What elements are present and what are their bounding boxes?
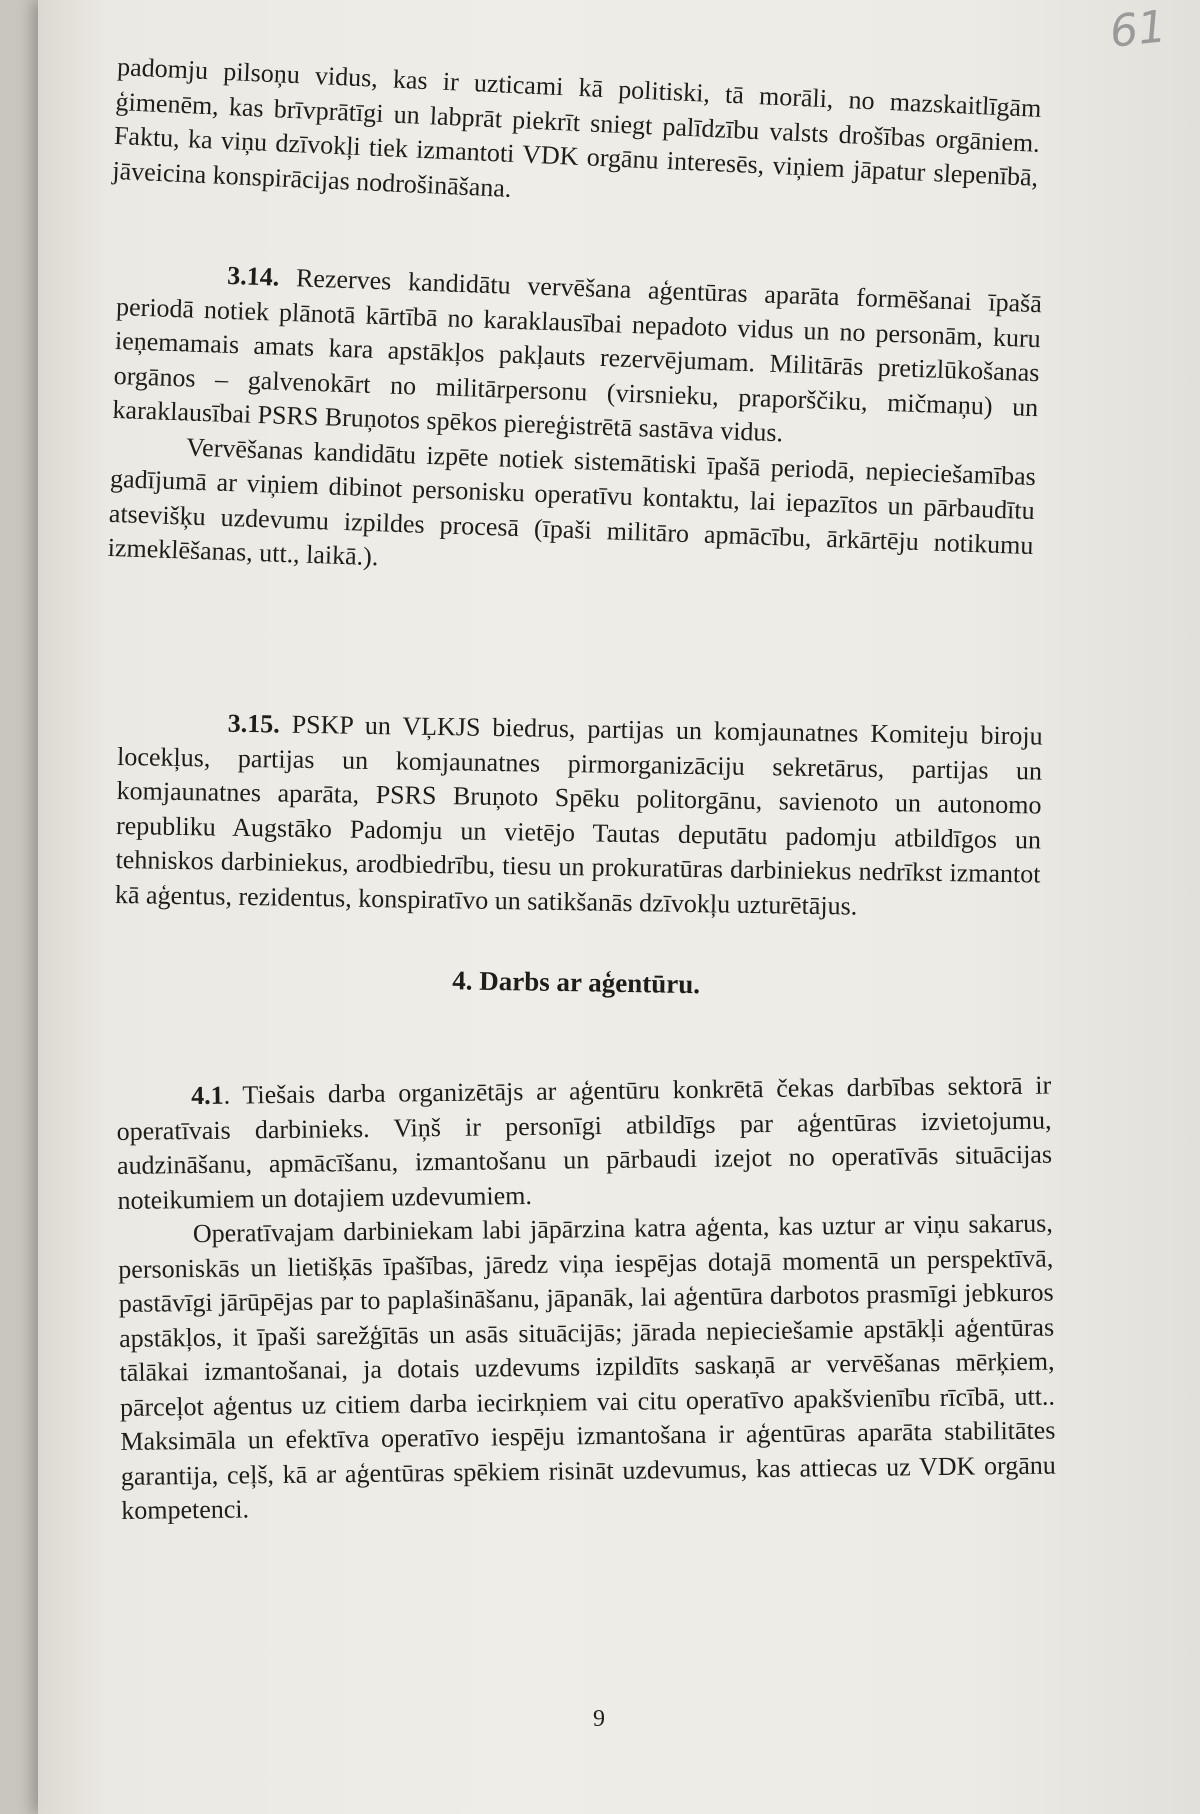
section-3-14-paragraph [112, 255, 1042, 460]
intro-block [112, 50, 1042, 230]
section-4-1-text: . Tiešais darba organizētājs ar aģentūru konkrētā čekas darbības sektorā ir operatīvais darbinieks. Viņš ir personīgi atbildīgs par aģentūras izvietojumu, audzināšanu, apmācīšanu, izmantošanu un pārbaudi izejot no operatīvās situācijas noteikumiem un dotajiem uzdevumiem. [116, 1070, 1053, 1215]
section-4-1-paragraph [116, 1069, 1053, 1218]
section-3-14-text: Rezerves kandidātu vervēšana aģentūras aparāta formēšanai īpašā periodā notiek plānotā kārtībā no karaklausībai nepadoto vidus un no personām, kuru ieņemamais amats kara apstākļos pakļauts rezervējumam. Militārās pretizlūkošanas orgānos – galvenokārt no militārpersonu (virsnieku, praporščiku, mičmaņu) un karaklausībai PSRS Bruņotos spēkos piereģistrētā sastāva vidus. [112, 262, 1043, 448]
section-3-15-text: PSKP un VĻKJS biedrus, partijas un komjaunatnes Komiteju biroju locekļus, partijas un komjaunatnes pirmorganizāciju sekretārus, partijas un komjaunatnes aparāta, PSRS Bruņoto Spēku politorgānu, savienoto un autonomo republiku Augstāko Padomju un vietējo Tautas deputātu padomju atbildīgos un tehniskos darbiniekus, arodbiedrību, tiesu un prokuratūras darbiniekus nedrīkst izmantot kā aģentus, rezidentus, konspiratīvo un satikšanās dzīvokļu uzturētājus. [114, 709, 1043, 921]
section-3-15-paragraph [115, 705, 1043, 927]
section-4-1 [116, 1069, 1056, 1529]
intro-paragraph: padomju pilsoņu vidus, kas ir uzticami kā politiski, tā morāli, no mazskaitlīgām ģimenēm, kas brīvprātīgi un labprāt piekrīt sniegt palīdzību valsts drošības orgāniem. Faktu, ka viņu dzīvokļi tiek izmantoti VDK orgānu interesēs, viņiem jāpatur slepenībā, jāveicina konspirācijas nodrošināšana. [111, 51, 1042, 203]
section-3-14-number: 3.14. [226, 260, 280, 292]
handwritten-page-number: 61 [1107, 1, 1169, 58]
section-3-14-continuation: Vervēšanas kandidātu izpēte notiek sistemātiski īpašā periodā, nepieciešamības gadījumā ar viņiem dibinot personisku operatīvu kontaktu, lai iepazītos un pārbaudītu atsevišķu uzdevumu izpildes procesā (īpaši militāro apmācību, ārkārtēju notikumu izmeklēšanas, utt., laikā.). [107, 432, 1037, 572]
page-number: 9 [593, 1706, 605, 1732]
section-3-14 [107, 255, 1042, 598]
page-content [107, 50, 1056, 1525]
section-4-1-number: 4.1 [191, 1080, 224, 1111]
section-4-heading: 4. Darbs ar aģentūru. [452, 965, 701, 1000]
section-3-15-number: 3.15. [227, 708, 280, 739]
section-4-1-continuation: Operatīvajam darbiniekam labi jāpārzina katra aģenta, kas uztur ar viņu sakarus, personiskās un lietišķās īpašības, jāredz viņa iespējas dotajā momentā un perspektīvā, pastāvīgi jārūpējas par to paplašināšanu, jāpanāk, lai aģentūra darbotos prasmīgi jebkuros apstākļos, it īpaši sarežģītās un asās situācijās; jārada nepieciešamie apstākļi aģentūras tālākai izmantošanai, ja dotais uzdevums izpildīts saskaņā ar vervēšanas mērķiem, pārceļot aģentus uz citiem darba iecirkņiem vai citu operatīvo apakšvienību rīcībā, utt.. Maksimāla un efektīva operatīvo iespēju izmantošana ir aģentūras aparāta stabilitātes garantija, ceļš, kā ar aģentūras spēkiem risināt uzdevumus, kas attiecas uz VDK orgānu kompetenci. [118, 1208, 1056, 1525]
document-page [38, 0, 1200, 1814]
section-3-15 [113, 705, 1043, 1049]
